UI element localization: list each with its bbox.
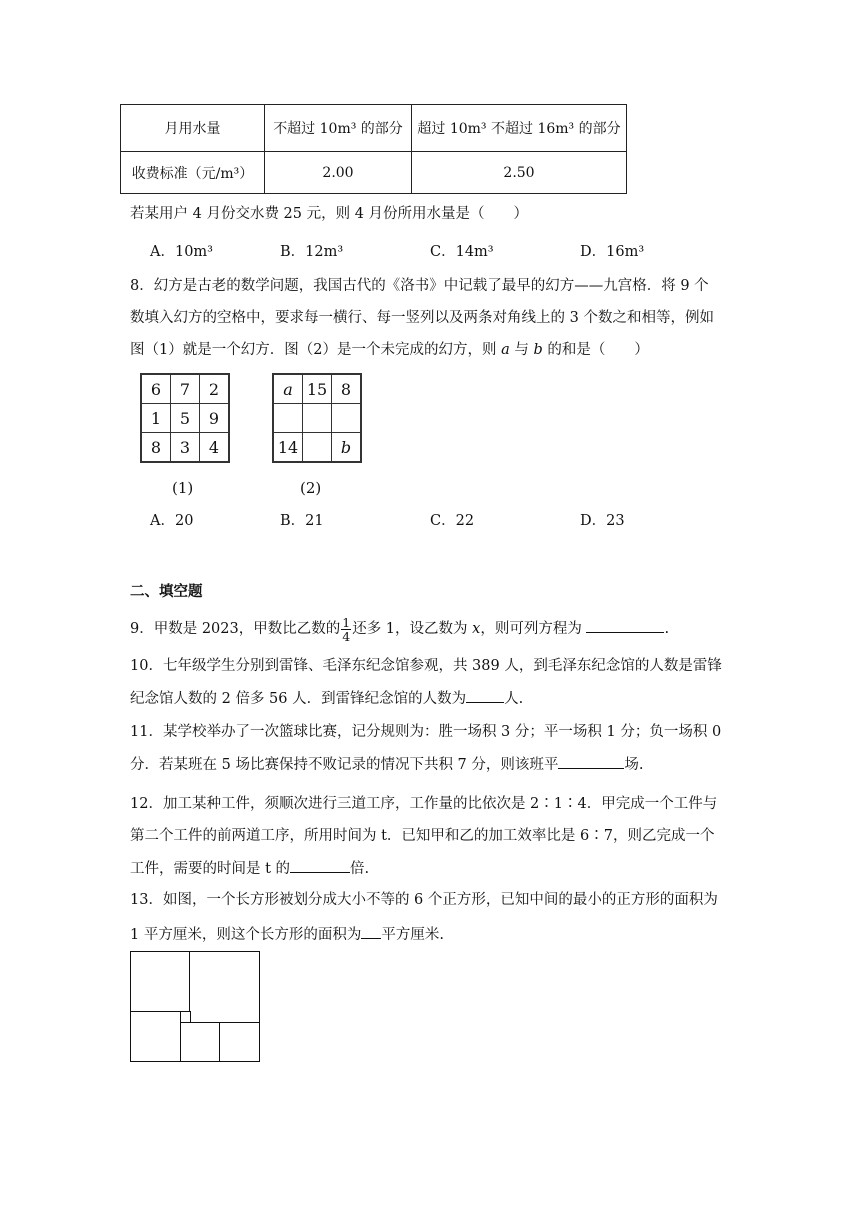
grid-cell: 14 [273,433,303,463]
square-bottom-right [219,1022,260,1062]
square-bottom-left [130,1011,181,1062]
q7-stem: 若某用户 4 月份交水费 25 元，则 4 月份所用水量是（ ） [130,206,529,222]
variable-x: x [472,621,481,637]
answer-blank[interactable] [466,688,504,703]
magic-square-2 [272,373,362,463]
grid-cell [303,404,332,433]
q7-option-d: D．16m³ [580,244,645,260]
square-top-right [189,951,260,1023]
q9-text: 9．甲数是 2023，甲数比乙数的 [130,621,341,637]
table-cell: 超过 10m³ 不超过 16m³ 的部分 [412,105,627,152]
rectangle-figure [130,951,260,1062]
q8-option-b: B．21 [280,513,324,529]
answer-blank[interactable] [361,924,381,939]
variable-a: a [501,342,510,358]
table-cell: 2.00 [265,152,412,194]
grid-cell: b [332,433,362,463]
grid-cell: 4 [200,433,230,463]
q11-text: 分．若某班在 5 场比赛保持不败记录的情况下共积 7 分，则该班平 [130,757,559,773]
q9-text: 还多 1，设乙数为 [352,621,473,637]
answer-blank[interactable] [558,754,624,769]
fraction-numerator: 1 [342,614,351,630]
grid-cell: 8 [332,374,362,404]
figure-caption-2: (2) [300,479,322,497]
q8-line-3 [130,340,649,360]
q12-line-2: 第二个工件的前两道工序，所用时间为 t．已知甲和乙的加工效率比是 6∶7，则乙完成一个 [130,828,715,844]
grid-cell: 3 [171,433,200,463]
variable-b: b [533,342,543,358]
q8-text: 的和是（ ） [542,342,649,358]
q11-text: 场. [624,757,644,773]
table-cell: 月用水量 [121,105,265,152]
table-cell: 2.50 [412,152,627,194]
grid-cell: 5 [171,404,200,433]
q8-option-d: D．23 [580,513,625,529]
q7-option-a: A．10m³ [150,244,213,260]
answer-blank[interactable] [290,858,350,873]
square-bottom-middle [180,1022,220,1062]
q10-line-2 [130,688,523,709]
q10-line-1: 10．七年级学生分别到雷锋、毛泽东纪念馆参观，共 389 人，到毛泽东纪念馆的人数是雷锋 [130,658,722,674]
grid-cell: 7 [171,374,200,404]
grid-cell: 6 [141,374,171,404]
q12-line-3 [130,858,369,879]
q11-line-1: 11．某学校举办了一次篮球比赛，记分规则为：胜一场积 3 分；平一场积 1 分；负一场积 0 [130,724,722,740]
q8-text: 图（1）就是一个幻方．图（2）是一个未完成的幻方，则 [130,342,502,358]
q9-line [130,614,669,644]
table-cell: 不超过 10m³ 的部分 [265,105,412,152]
q7-option-b: B．12m³ [280,244,344,260]
table-cell: 收费标准（元/m³） [121,152,265,194]
grid-cell: 1 [141,404,171,433]
magic-square-1 [140,373,230,463]
q11-line-2 [130,754,644,775]
q13-text: 1 平方厘米，则这个长方形的面积为 [130,927,362,943]
q8-text: 与 [509,342,534,358]
q8-option-a: A．20 [150,513,194,529]
grid-cell: 2 [200,374,230,404]
q10-text: 纪念馆人数的 2 倍多 56 人．到雷锋纪念馆的人数为 [130,691,467,707]
q12-line-1: 12．加工某种工件，须顺次进行三道工序，工作量的比依次是 2∶1∶4．甲完成一个工件与 [130,796,718,812]
q8-line-1: 8．幻方是古老的数学问题，我国古代的《洛书》中记载了最早的幻方——九宫格．将 9 个 [130,278,709,294]
q7-option-c: C．14m³ [430,244,494,260]
q12-text: 工件，需要的时间是 t 的 [130,861,291,877]
q8-option-c: C．22 [430,513,475,529]
q9-text: . [664,621,670,637]
q9-text: ，则可列方程为 [480,621,587,637]
grid-cell: 8 [141,433,171,463]
grid-cell [332,404,362,433]
grid-cell: 9 [200,404,230,433]
q13-line-1: 13．如图，一个长方形被划分成大小不等的 6 个正方形，已知中间的最小的正方形的面积为 [130,892,718,908]
q10-text: 人. [504,691,524,707]
grid-cell: a [273,374,303,404]
q12-text: 倍. [350,861,370,877]
water-fee-table [120,104,627,194]
grid-cell: 15 [303,374,332,404]
grid-cell [273,404,303,433]
q8-line-2: 数填入幻方的空格中，要求每一横行、每一竖列以及两条对角线上的 3 个数之和相等，例如 [130,310,714,326]
q13-text: 平方厘米. [381,927,444,943]
q13-line-2 [130,924,444,945]
grid-cell [303,433,332,463]
fraction-denominator: 4 [342,628,351,644]
fraction-one-quarter [341,616,351,643]
section-heading: 二、填空题 [130,583,203,600]
answer-blank[interactable] [586,618,664,633]
figure-caption-1: (1) [172,479,194,497]
square-top-left [130,951,190,1012]
